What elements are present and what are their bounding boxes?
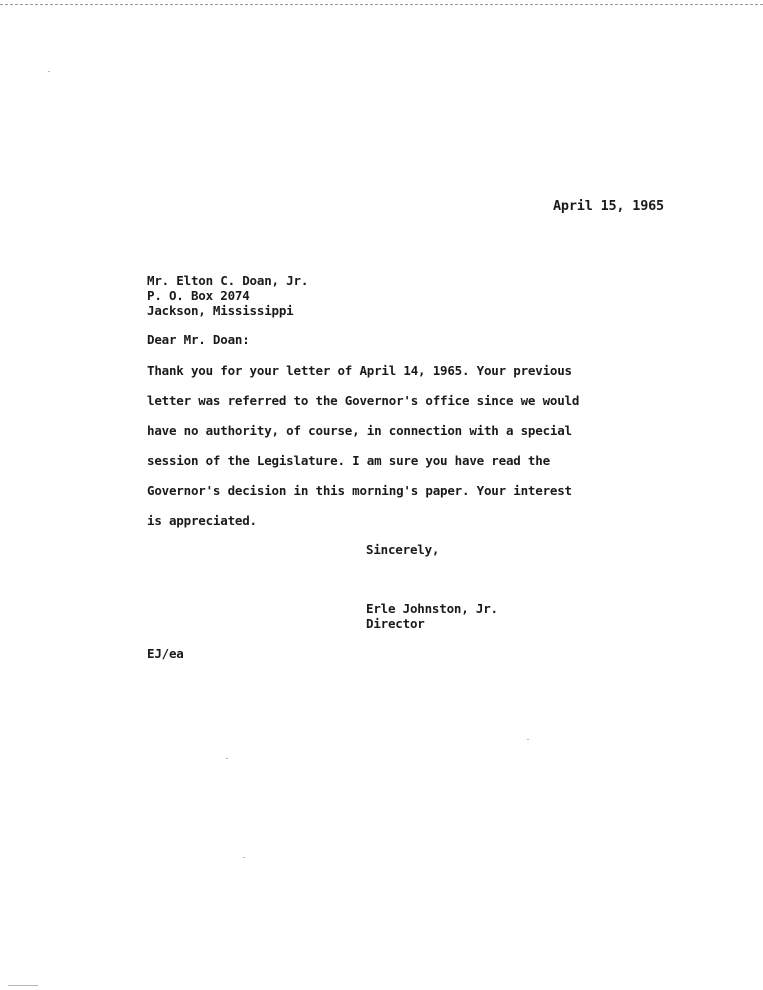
closing: Sincerely, (366, 542, 440, 557)
signature-name: Erle Johnston, Jr. (366, 601, 498, 616)
scan-speck (226, 758, 228, 759)
scan-speck (8, 985, 38, 986)
body-line: letter was referred to the Governor's office since we would (147, 393, 580, 408)
scan-speck (48, 71, 50, 72)
body-line: Governor's decision in this morning's paper. Your interest (147, 483, 572, 498)
recipient-name: Mr. Elton C. Doan, Jr. (147, 273, 309, 288)
signature-title: Director (366, 616, 425, 631)
recipient-po-box: P. O. Box 2074 (147, 288, 250, 303)
page-top-edge (0, 4, 763, 5)
typist-initials: EJ/ea (147, 646, 184, 661)
salutation: Dear Mr. Doan: (147, 332, 250, 347)
body-line: session of the Legislature. I am sure you have read the (147, 453, 550, 468)
body-line: have no authority, of course, in connection with a special (147, 423, 572, 438)
letter-date: April 15, 1965 (553, 198, 664, 214)
scan-speck (527, 739, 529, 740)
body-line: Thank you for your letter of April 14, 1965. Your previous (147, 363, 572, 378)
body-line: is appreciated. (147, 513, 257, 528)
scan-speck (243, 857, 245, 858)
recipient-city: Jackson, Mississippi (147, 303, 294, 318)
